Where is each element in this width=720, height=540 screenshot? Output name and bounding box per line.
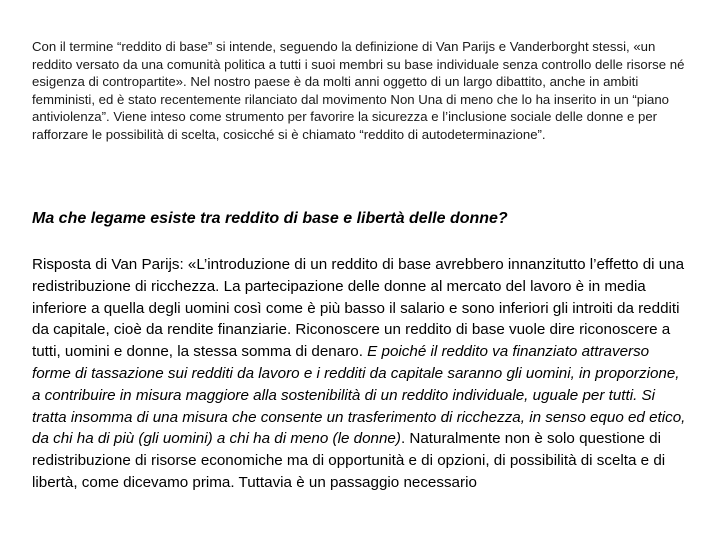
document-body bbox=[32, 38, 692, 491]
answer-paragraph bbox=[32, 254, 692, 494]
question-heading: Ma che legame esiste tra reddito di base e libertà delle donne? bbox=[32, 210, 508, 227]
intro-paragraph: Con il termine “reddito di base” si intende, seguendo la definizione di Van Parijs e Vanderborght stessi, «un reddito versato da una comunità politica a tutti i suoi membri su base individuale senza controllo delle risorse né esigenza di contropartite». Nel nostro paese è da molti anni oggetto di un largo dibattito, anche in ambiti femministi, ed è stato recentemente rilanciato dal movimento Non Una di meno che lo ha inserito in un “piano antiviolenza”. Viene inteso come strumento per favorire la sicurezza e l’inclusione sociale delle donne e per rafforzare le possibilità di scelta, cosicché si è chiamato “reddito di autodeterminazione”. bbox=[32, 39, 685, 142]
answer-text-continuation: . Naturalmente non è solo questione di redistribuzione di risorse economiche ma di opportunità e di opzioni, di possibilità di scelta e di libertà, come dicevamo prima. Tuttavia è un passaggio necessario bbox=[32, 430, 666, 491]
answer-text-italic: E poiché il reddito va finanziato attraverso forme di tassazione sui redditi da lavoro e i redditi da capitale saranno gli uomini, in proporzione, a contribuire in misura maggiore alla sostenibilità di un reddito individuale, uguale per tutti. Si tratta insomma di una misura che consente un trasferimento di ricchezza, in senso equo ed etico, da chi ha di più (gli uomini) a chi ha di meno (le donne) bbox=[32, 343, 686, 448]
answer-text-regular: Risposta di Van Parijs: «L’introduzione di un reddito di base avrebbero innanzitutto l’effetto di una redistribuzione di ricchezza. La partecipazione delle donne al mercato del lavoro è in media inferiore a quella degli uomini così come è più basso il salario e sono inferiori gli introiti da redditi da capitale, cioè da rendite finanziarie. Riconoscere un reddito di base vuole dire riconoscere a tutti, uomini e donne, la stessa somma di denaro. bbox=[32, 256, 685, 361]
